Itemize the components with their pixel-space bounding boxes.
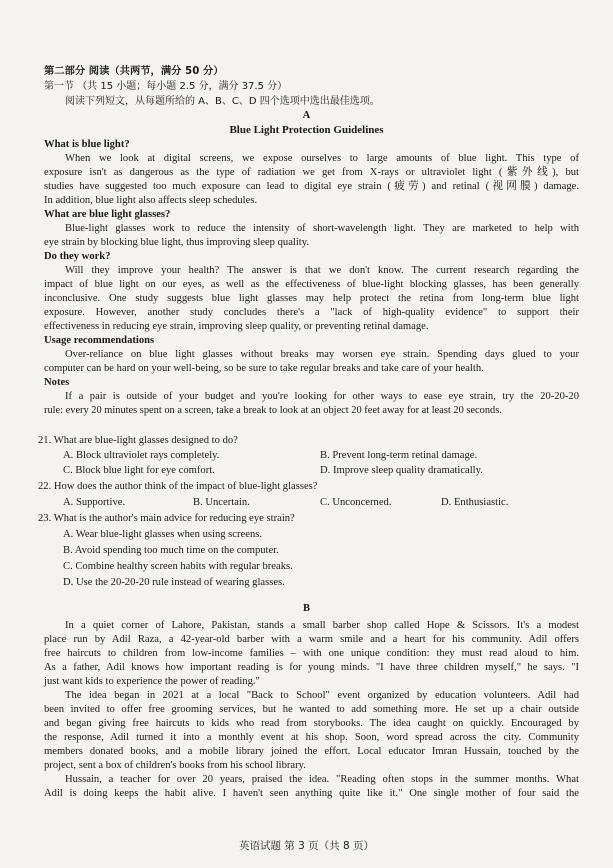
section-heading: Usage recommendations — [44, 335, 155, 346]
paragraph-line: eye strain by blocking blue light, thus improving sleep quality. — [44, 237, 309, 248]
paragraph-line: Blue-light glasses work to reduce the intensity of short-wavelength light. They are marketed to help with — [65, 223, 579, 234]
passage-a-title: Blue Light Protection Guidelines — [229, 124, 384, 136]
section-heading: What is blue light? — [44, 139, 130, 150]
option-c[interactable]: C. Block blue light for eye comfort. — [63, 465, 215, 476]
paragraph-line: just want kids to experience the power of reading." — [44, 676, 260, 687]
instruction: 阅读下列短文，从每题所给的 A、B、C、D 四个选项中选出最佳选项。 — [65, 96, 380, 107]
question-stem: 21. What are blue-light glasses designed to do? — [38, 435, 238, 446]
option-b[interactable]: B. Prevent long-term retinal damage. — [320, 450, 478, 461]
paragraph-line: Adil is doing keeps the habit alive. I haven't seen anything quite like it." One single mother of four said the — [44, 788, 579, 799]
option-a[interactable]: A. Wear blue-light glasses when using screens. — [63, 529, 263, 540]
paragraph-line: place run by Adil Raza, a 42-year-old barber with a warm smile and a heart for his community. Adil offers — [44, 634, 579, 645]
paragraph-line: studies have suggested too much exposure can lead to digital eye strain (疲劳) and retinal (视网膜) damage. — [44, 181, 579, 192]
option-d[interactable]: D. Enthusiastic. — [441, 497, 509, 508]
paragraph-line: If a pair is outside of your budget and you're looking for other ways to ease eye strain, try the 20-20-20 — [65, 391, 579, 402]
paragraph-line: Will they improve your health? The answer is that we don't know. The current research regarding the — [65, 265, 579, 276]
option-c[interactable]: C. Combine healthy screen habits with regular breaks. — [63, 561, 293, 572]
paragraph-line: rule: every 20 minutes spent on a screen, take a break to look at an object 20 feet away for at least 20 seconds. — [44, 405, 502, 416]
section-heading: Do they work? — [44, 251, 111, 262]
paragraph-line: As a father, Adil knows how important reading is for young minds. "I have three children myself," he says. "I — [44, 662, 579, 673]
paragraph-line: In addition, blue light also affects sleep schedules. — [44, 195, 258, 206]
paragraph-line: In a quiet corner of Lahore, Pakistan, stands a small barber shop called Hope & Scissors. It's a modest — [65, 620, 579, 631]
paragraph-line: been invited to offer free grooming services, but he wanted to add something more. He set up a chair outside — [44, 704, 579, 715]
passage-b-letter: B — [302, 603, 311, 614]
paragraph-line: Over-reliance on blue light glasses without breaks may worsen eye strain. Spending days glued to your — [65, 349, 579, 360]
paragraph-line: the response, Adil turned it into a monthly event at his shop. Soon, word spread across the city. Community — [44, 732, 579, 743]
option-a[interactable]: A. Block ultraviolet rays completely. — [63, 450, 220, 461]
passage-a-letter: A — [302, 110, 311, 121]
section-heading: What are blue light glasses? — [44, 209, 171, 220]
paragraph-line: exposure. However, another study concludes there's a "lack of high-quality evidence" to support their — [44, 307, 579, 318]
paragraph-line: project, sent a box of children's books from his school library. — [44, 760, 306, 771]
section-header: 第一节 （共 15 小题；每小题 2.5 分，满分 37.5 分） — [44, 81, 288, 92]
part-header: 第二部分 阅读（共两节，满分 50 分） — [44, 65, 224, 77]
paragraph-line: inconclusive. One study suggests blue light glasses may help protect the retina from long-term blue light — [44, 293, 579, 304]
option-d[interactable]: D. Use the 20-20-20 rule instead of wearing glasses. — [63, 577, 285, 588]
option-c[interactable]: C. Unconcerned. — [320, 497, 392, 508]
question-stem: 22. How does the author think of the impact of blue-light glasses? — [38, 481, 318, 492]
option-b[interactable]: B. Avoid spending too much time on the computer. — [63, 545, 279, 556]
question-stem: 23. What is the author's main advice for reducing eye strain? — [38, 513, 295, 524]
paragraph-line: When we look at digital screens, we expose ourselves to large amounts of blue light. This type of — [65, 153, 579, 164]
paragraph-line: Hussain, a teacher for over 20 years, praised the idea. "Reading often stops in the summer months. What — [65, 774, 579, 785]
page-footer: 英语试题 第 3 页（共 8 页） — [238, 840, 375, 852]
option-d[interactable]: D. Improve sleep quality dramatically. — [320, 465, 483, 476]
paragraph-line: free haircuts to children from low-income families – with one unique condition: they must read aloud to him. — [44, 648, 579, 659]
paragraph-line: computer can be hard on your well-being, so be sure to take regular breaks and take care of your health. — [44, 363, 484, 374]
paragraph-line: impact of blue light on our eyes, as well as the effectiveness of blue-light blocking glasses, has been generally — [44, 279, 579, 290]
section-heading: Notes — [44, 377, 70, 388]
paragraph-line: exposure isn't as dangerous as the type of radiation we get from X-rays or ultraviolet light (紫外线), but — [44, 167, 579, 178]
paragraph-line: and began giving free haircuts to kids who read from storybooks. The idea caught on quickly. Encouraged by — [44, 718, 579, 729]
paragraph-line: effectiveness in reducing eye strain, improving sleep quality, or preventing retinal damage. — [44, 321, 429, 332]
option-a[interactable]: A. Supportive. — [63, 497, 126, 508]
option-b[interactable]: B. Uncertain. — [193, 497, 250, 508]
paragraph-line: The idea began in 2021 at a local "Back to School" event organized by education volunteers. Adil had — [65, 690, 579, 701]
paragraph-line: members donated books, and a mobile library joined the effort. Local educator Imran Hussain, touched by the — [44, 746, 579, 757]
